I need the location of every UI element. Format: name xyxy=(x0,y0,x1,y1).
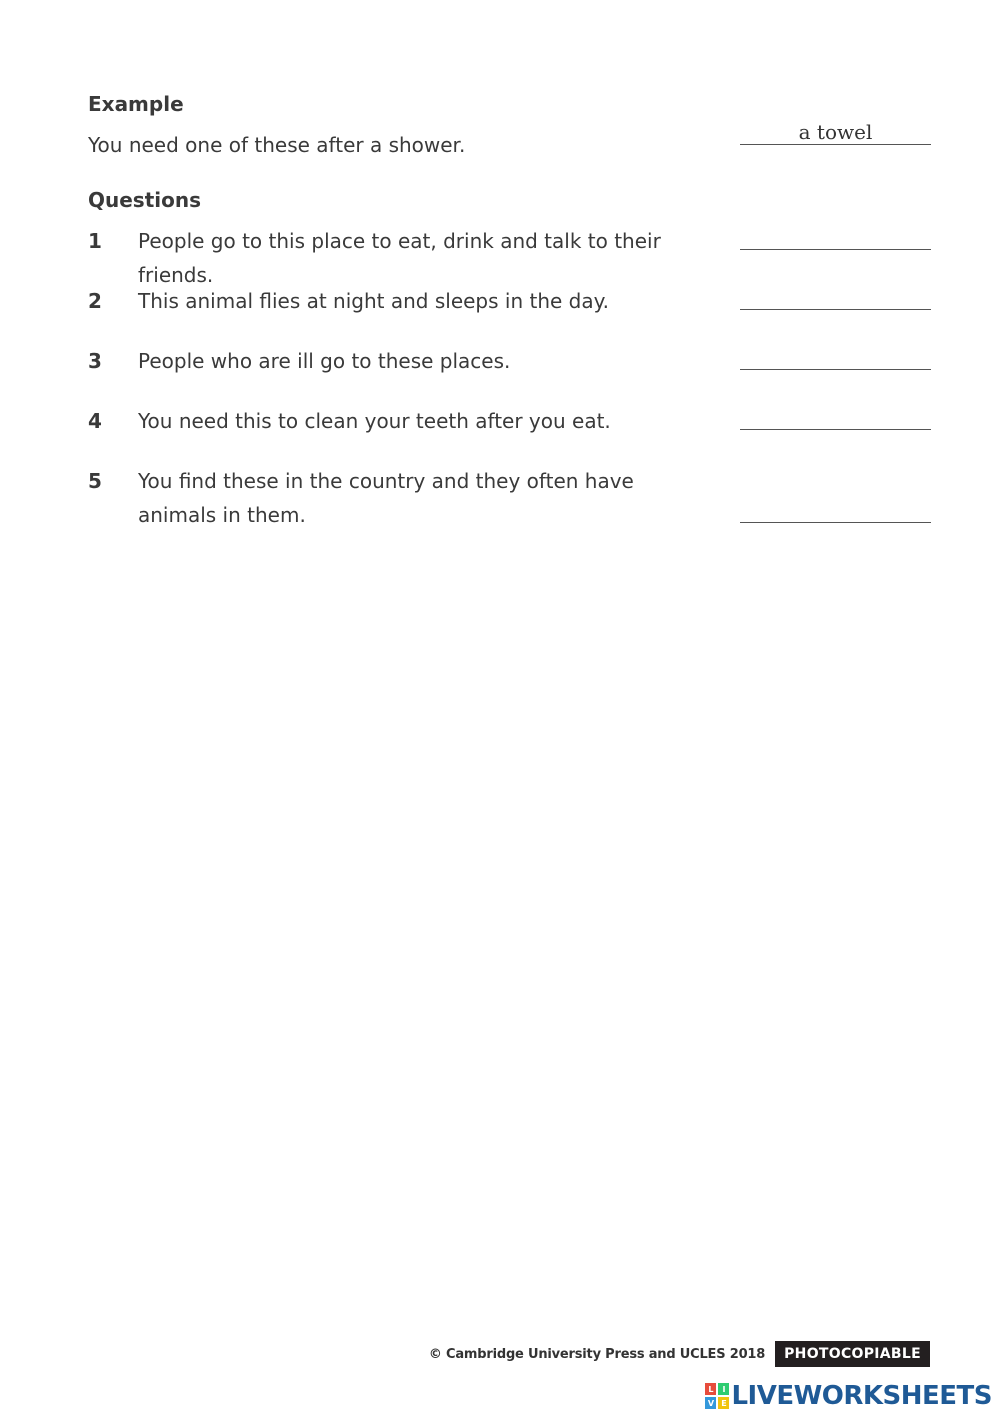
question-list xyxy=(0,0,1000,600)
answer-field[interactable] xyxy=(740,522,931,523)
question-text: People who are ill go to these places. xyxy=(138,349,511,373)
answer-field[interactable] xyxy=(740,309,931,310)
question-number: 4 xyxy=(88,409,102,433)
photocopiable-badge: PHOTOCOPIABLE xyxy=(775,1341,930,1367)
copyright-notice: © Cambridge University Press and UCLES 2018 xyxy=(428,1346,766,1362)
liveworksheets-logo[interactable] xyxy=(705,1381,992,1411)
answer-field[interactable] xyxy=(740,369,931,370)
brand-name: LIVEWORKSHEETS xyxy=(731,1381,992,1411)
answer-field[interactable] xyxy=(740,249,931,250)
logo-letter-i: I xyxy=(718,1383,729,1395)
logo-letter-v: V xyxy=(705,1397,716,1409)
questions-heading: Questions xyxy=(88,188,202,212)
footer xyxy=(429,1340,930,1368)
example-question: You need one of these after a shower. xyxy=(88,133,466,157)
question-number: 5 xyxy=(88,469,102,493)
question-number: 1 xyxy=(88,229,102,253)
example-heading: Example xyxy=(88,92,184,116)
question-number: 2 xyxy=(88,289,102,313)
question-text: You need this to clean your teeth after you eat. xyxy=(138,409,611,433)
logo-letter-e: E xyxy=(718,1397,729,1409)
question-text: This animal flies at night and sleeps in the day. xyxy=(138,289,609,313)
question-text: People go to this place to eat, drink and talk to their friends. xyxy=(138,229,661,287)
answer-field[interactable] xyxy=(740,429,931,430)
example-answer: a towel xyxy=(798,120,873,144)
logo-letter-l: L xyxy=(705,1383,716,1395)
question-number: 3 xyxy=(88,349,102,373)
liveworksheets-icon xyxy=(705,1383,729,1409)
question-text: You find these in the country and they often have animals in them. xyxy=(138,469,634,527)
